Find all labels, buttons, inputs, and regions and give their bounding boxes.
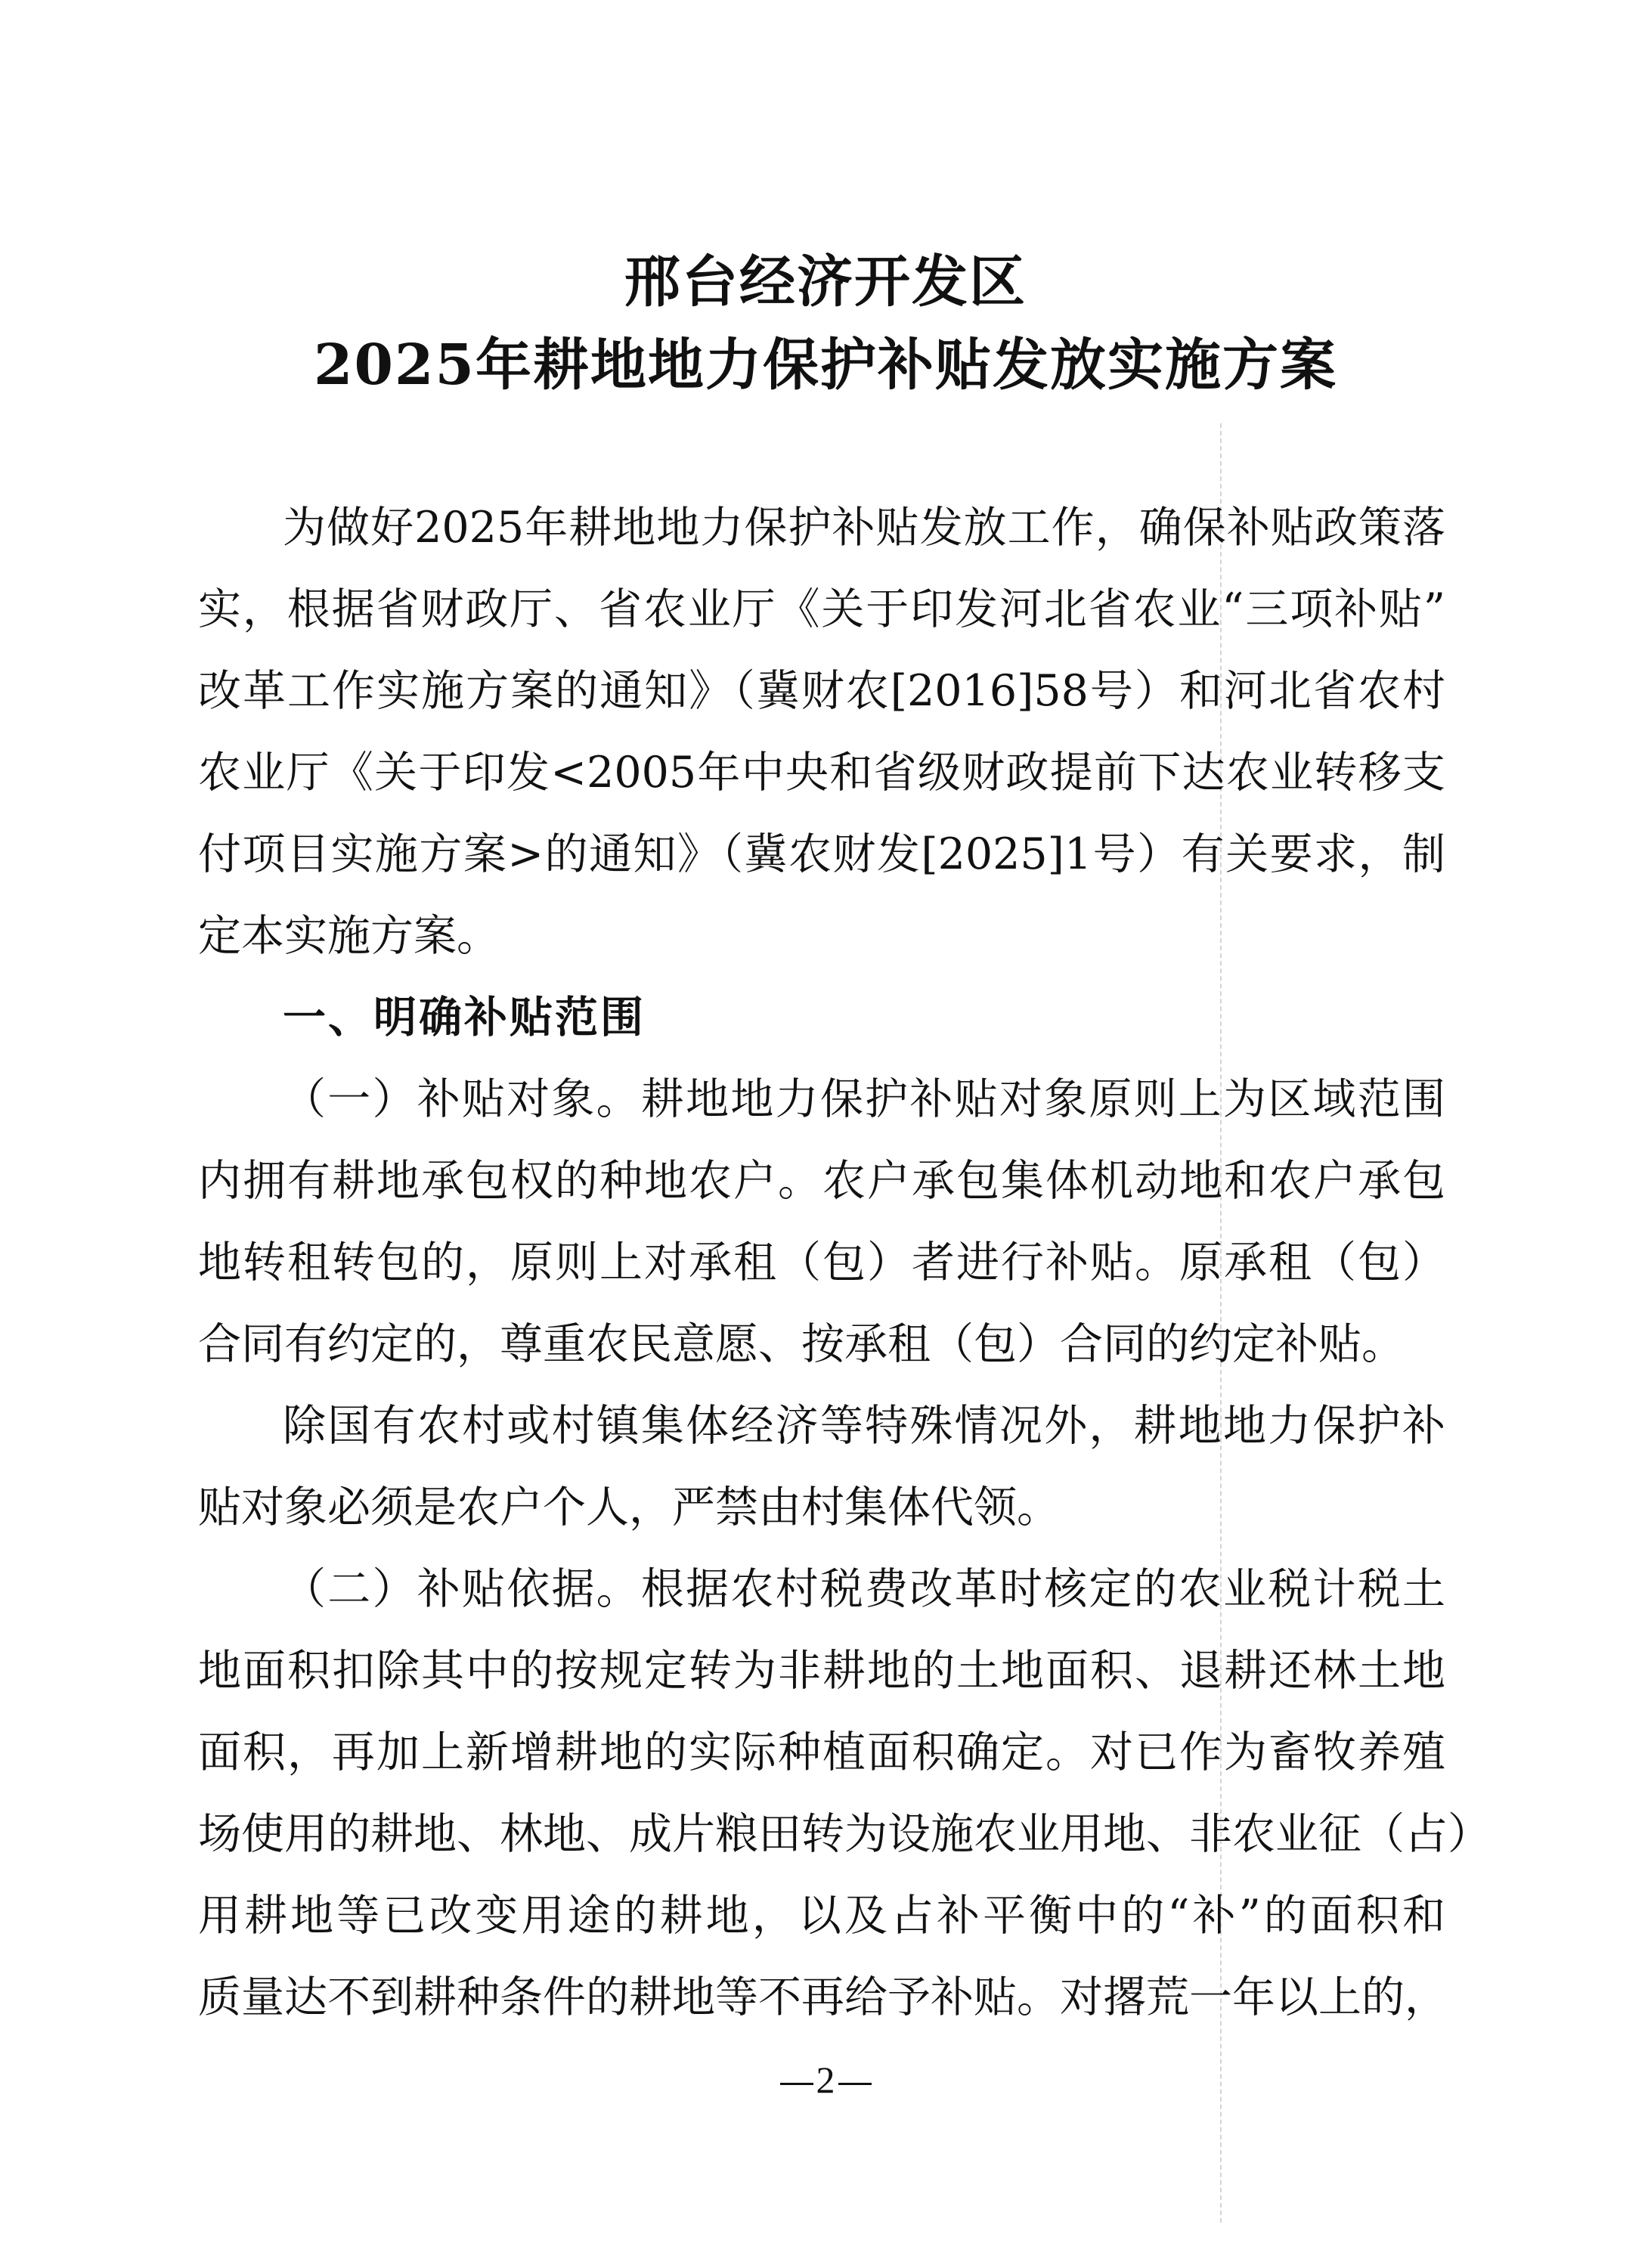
page-number-left-dash (780, 2083, 813, 2085)
exception-line-2: 贴对象必须是农户个人，严禁由村集体代领。 (198, 1483, 1060, 1532)
page-number (0, 2061, 1651, 2099)
basis-line-2: 地面积扣除其中的按规定转为非耕地的土地面积、退耕还林土地 (198, 1646, 1445, 1696)
basis-line-1: （二）补贴依据。根据农村税费改革时核定的农业税计税土 (283, 1564, 1445, 1614)
basis-line-4: 场使用的耕地、林地、成片粮田转为设施农业用地、非农业征（占） (198, 1809, 1491, 1859)
intro-line-1: 为做好2025年耕地地力保护补贴发放工作，确保补贴政策落 (283, 503, 1445, 553)
subject-line-2: 内拥有耕地承包权的种地农户。农户承包集体机动地和农户承包 (198, 1156, 1445, 1206)
intro-line-2: 实，根据省财政厅、省农业厅《关于印发河北省农业“三项补贴” (198, 584, 1445, 634)
intro-line-3: 改革工作实施方案的通知》（冀财农[2016]58号）和河北省农村 (198, 666, 1445, 716)
intro-line-6: 定本实施方案。 (198, 911, 500, 961)
basis-line-6: 质量达不到耕种条件的耕地等不再给予补贴。对撂荒一年以上的， (198, 1972, 1448, 2022)
exception-line-1: 除国有农村或村镇集体经济等特殊情况外，耕地地力保护补 (283, 1401, 1445, 1451)
page-number-right-dash (838, 2083, 872, 2085)
page-number-value: 2 (816, 2059, 835, 2101)
intro-line-5: 付项目实施方案>的通知》（冀农财发[2025]1号）有关要求，制 (198, 829, 1445, 879)
subject-line-4: 合同有约定的，尊重农民意愿、按承租（包）合同的约定补贴。 (198, 1319, 1405, 1369)
basis-line-5: 用耕地等已改变用途的耕地，以及占补平衡中的“补”的面积和 (198, 1891, 1445, 1941)
section-heading-1: 一、明确补贴范围 (283, 993, 646, 1043)
intro-line-4: 农业厅《关于印发<2005年中央和省级财政提前下达农业转移支 (198, 748, 1445, 798)
document-title-line-2: 2025年耕地地力保护补贴发放实施方案 (314, 333, 1337, 398)
document-title-line-1: 邢台经济开发区 (624, 249, 1027, 314)
subject-line-3: 地转租转包的，原则上对承租（包）者进行补贴。原承租（包） (198, 1238, 1445, 1287)
subject-line-1: （一）补贴对象。耕地地力保护补贴对象原则上为区域范围 (283, 1074, 1445, 1124)
basis-line-3: 面积，再加上新增耕地的实际种植面积确定。对已作为畜牧养殖 (198, 1727, 1445, 1777)
